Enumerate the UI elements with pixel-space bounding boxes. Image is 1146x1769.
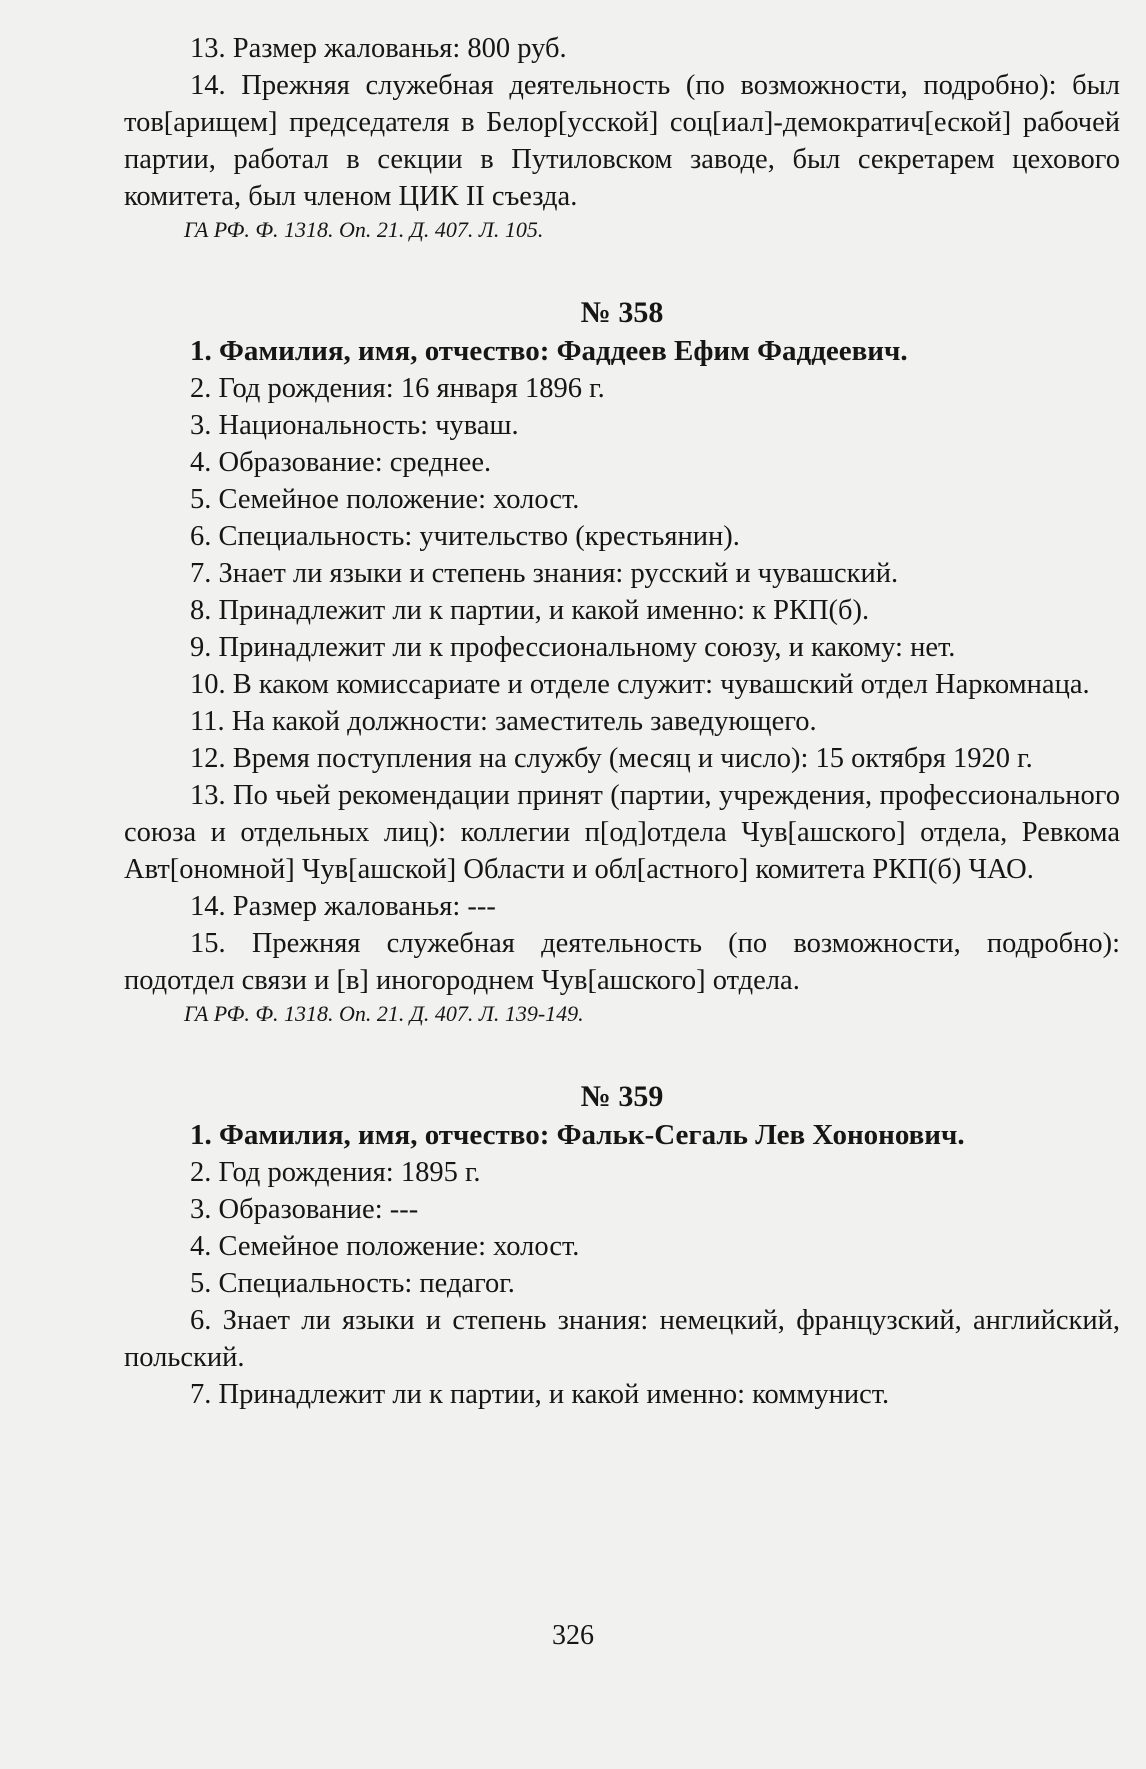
document-number: № 358 (580, 296, 664, 329)
list-item: 5. Специальность: педагог. (190, 1268, 515, 1299)
document-358 (124, 293, 1120, 1029)
list-item: 7. Принадлежит ли к партии, и какой именно: коммунист. (190, 1379, 890, 1410)
archive-source: ГА РФ. Ф. 1318. Оп. 21. Д. 407. Л. 139-149. (184, 1001, 584, 1026)
list-item: 12. Время поступления на службу (месяц и число): 15 октября 1920 г. (190, 743, 1033, 774)
list-item: 14. Размер жалованья: --- (190, 891, 496, 922)
list-item: 2. Год рождения: 16 января 1896 г. (190, 373, 605, 404)
list-item: 9. Принадлежит ли к профессиональному союзу, и какому: нет. (190, 632, 956, 663)
list-item: 7. Знает ли языки и степень знания: русский и чувашский. (190, 558, 899, 589)
list-item: 4. Образование: среднее. (190, 447, 492, 478)
list-item: 5. Семейное положение: холост. (190, 484, 580, 515)
list-item: 6. Знает ли языки и степень знания: немецкий, французский, английский, польский. (124, 1305, 1120, 1373)
document-number: № 359 (580, 1080, 664, 1113)
item-13-salary: 13. Размер жалованья: 800 руб. (190, 33, 567, 64)
text-column (124, 30, 1120, 1413)
list-item: 3. Образование: --- (190, 1194, 419, 1225)
list-item: 11. На какой должности: заместитель заведующего. (190, 706, 817, 737)
item-14-previous-service: 14. Прежняя служебная деятельность (по возможности, подробно): был тов[арищем] председателя в Белор[усской] соц[иал]-демократич[еской] рабочей партии, работал в секции в Путиловском заводе, был секретарем цехового комитета, был членом ЦИК II съезда. (124, 70, 1120, 212)
list-item: 8. Принадлежит ли к партии, и какой именно: к РКП(б). (190, 595, 870, 626)
page-number: 326 (552, 1620, 594, 1651)
list-item: 4. Семейное положение: холост. (190, 1231, 580, 1262)
list-item: 1. Фамилия, имя, отчество: Фаддеев Ефим Фаддеевич. (190, 335, 908, 367)
list-item: 15. Прежняя служебная деятельность (по возможности, подробно): подотдел связи и [в] иногороднем Чув[ашского] отдела. (124, 928, 1120, 996)
list-item: 6. Специальность: учительство (крестьянин). (190, 521, 740, 552)
document-359 (124, 1077, 1120, 1413)
list-item: 3. Национальность: чуваш. (190, 410, 519, 441)
list-item: 13. По чьей рекомендации принят (партии, учреждения, профессионального союза и отдельных лиц): коллегии п[од]отдела Чув[ашского] отдела, Ревкома Авт[ономной] Чув[ашской] Области и обл[астного] комитета РКП(б) ЧАО. (124, 780, 1120, 885)
list-item: 2. Год рождения: 1895 г. (190, 1157, 481, 1188)
archive-source: ГА РФ. Ф. 1318. Оп. 21. Д. 407. Л. 105. (184, 217, 544, 242)
list-item: 10. В каком комиссариате и отделе служит: чувашский отдел Наркомнаца. (190, 669, 1090, 700)
list-item: 1. Фамилия, имя, отчество: Фальк-Сегаль Лев Хононович. (190, 1119, 965, 1151)
